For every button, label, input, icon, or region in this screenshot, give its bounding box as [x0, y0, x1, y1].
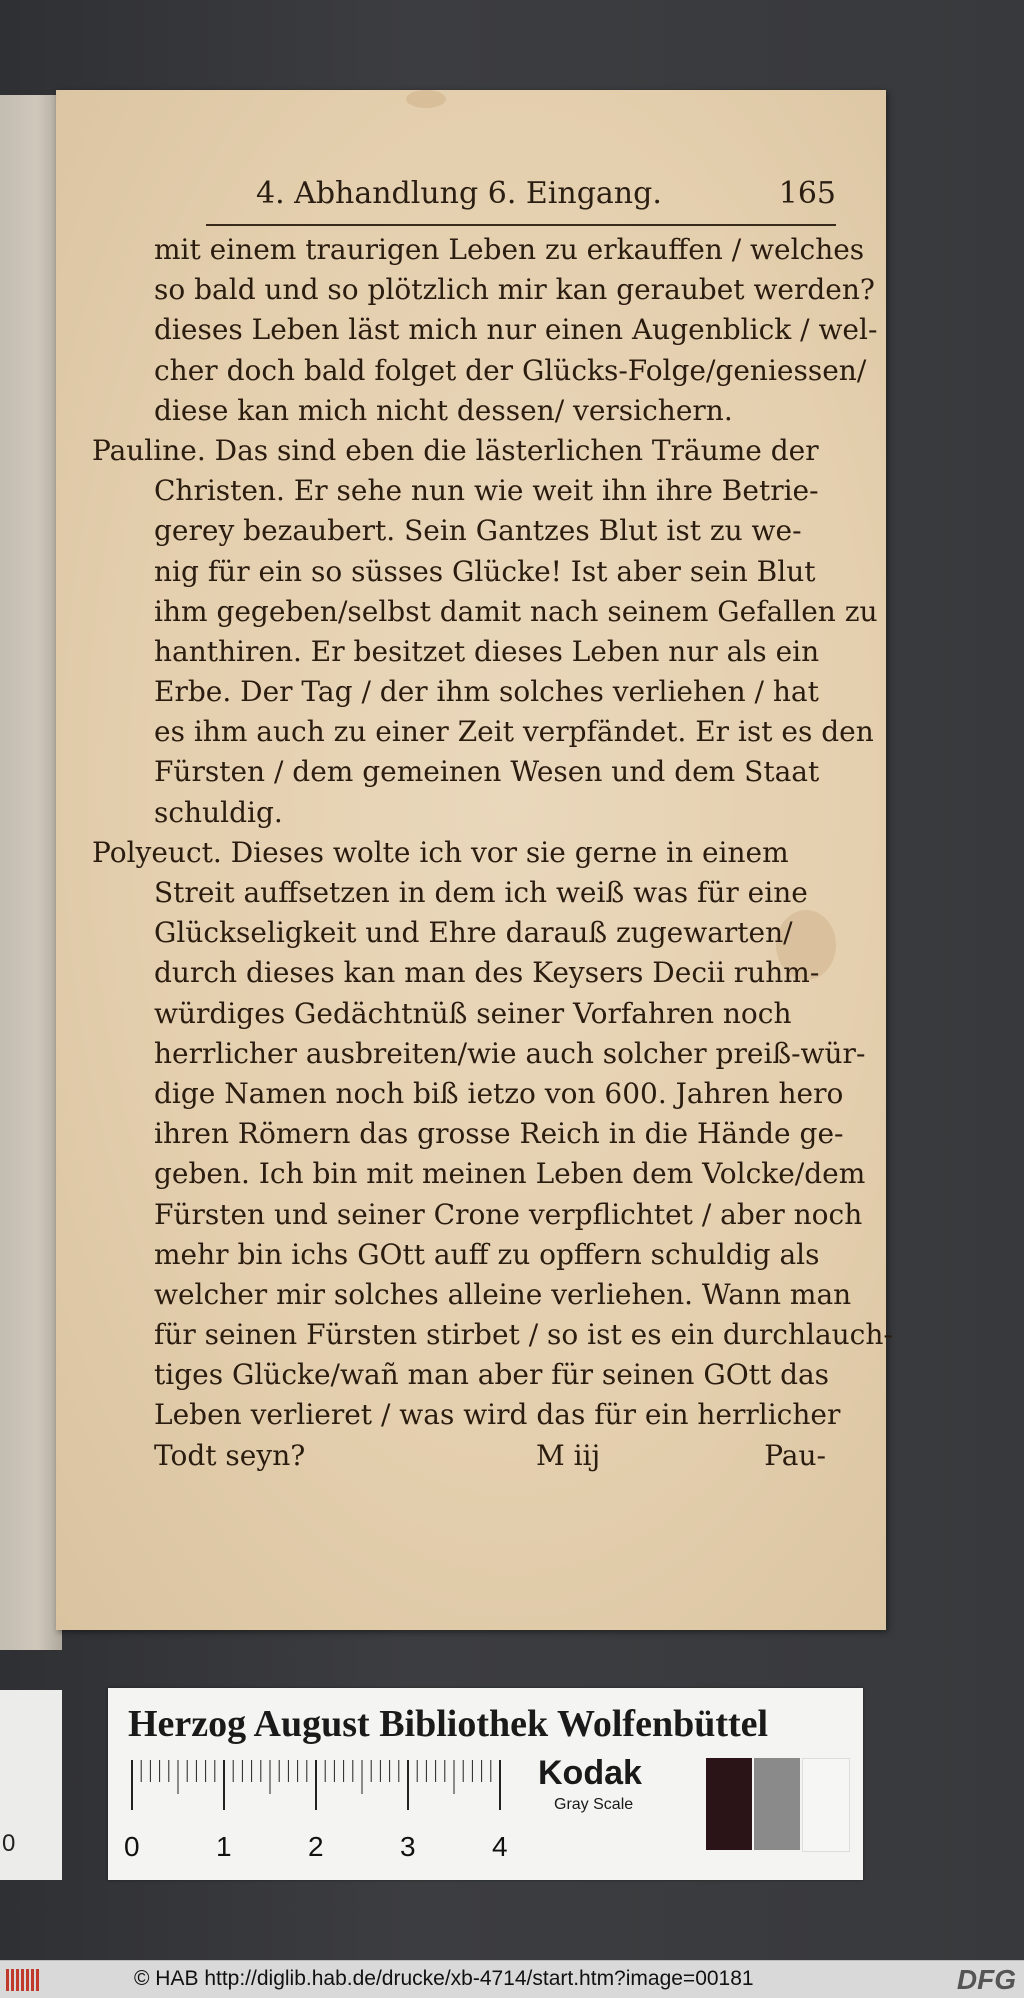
line-text: Fürsten und seiner Crone verpflichtet / aber noch	[154, 1197, 863, 1231]
text-line	[96, 1395, 856, 1435]
page-number: 165	[778, 176, 836, 211]
line-text: welcher mir solches alleine verliehen. Wann man	[154, 1277, 852, 1311]
text-line	[96, 1114, 856, 1154]
line-text: nig für ein so süsses Glücke! Ist aber sein Blut	[154, 554, 816, 588]
line-text: so bald und so plötzlich mir kan geraubet werden?	[154, 273, 875, 307]
line-text: Das sind eben die lästerlichen Träume der	[214, 433, 819, 467]
line-text: Dieses wolte ich vor sie gerne in einem	[230, 835, 789, 869]
line-text: herrlicher ausbreiten/wie auch solcher preiß-wür-	[154, 1036, 866, 1070]
line-text: dige Namen noch biß ietzo von 600. Jahren hero	[154, 1076, 844, 1110]
line-text: Christen. Er sehe nun wie weit ihn ihre Betrie-	[154, 474, 819, 508]
text-line	[96, 552, 856, 592]
text-line	[96, 672, 856, 712]
line-text: Glückseligkeit und Ehre darauß zugewarten/	[154, 916, 793, 950]
text-line	[96, 230, 865, 270]
page-text	[92, 230, 893, 1476]
line-text: geben. Ich bin mit meinen Leben dem Volcke/dem	[154, 1157, 866, 1191]
text-line	[96, 913, 856, 953]
line-text: ihren Römern das grosse Reich in die Hände ge-	[154, 1117, 844, 1151]
speaker-line	[92, 431, 856, 471]
speaker-name: Polyeuct.	[92, 835, 222, 869]
line-text: Erbe. Der Tag / der ihm solches verliehen / hat	[154, 675, 819, 709]
text-line	[96, 1154, 866, 1194]
line-text: schuldig.	[154, 795, 283, 829]
text-line	[96, 391, 856, 431]
last-line	[96, 1436, 856, 1476]
signature-mark: M iij	[536, 1438, 601, 1472]
line-text: ihm gegeben/selbst damit nach seinem Gefallen zu	[154, 594, 878, 628]
line-text: gerey bezaubert. Sein Gantzes Blut ist zu we-	[154, 514, 802, 548]
adjacent-ruler-number: 0	[2, 1830, 16, 1857]
footer-bar	[0, 1960, 1024, 1998]
line-text: würdiges Gedächtnüß seiner Vorfahren noch	[154, 996, 792, 1030]
ruler-number: 0	[124, 1831, 140, 1862]
line-text: diese kan mich nicht dessen/ versichern.	[154, 393, 733, 427]
library-name: Herzog August Bibliothek Wolfenbüttel	[128, 1703, 769, 1745]
text-line	[96, 511, 856, 551]
gray-swatch-dark	[706, 1758, 752, 1850]
previous-page-edge	[0, 95, 62, 1650]
text-line	[96, 873, 856, 913]
color-calibration-card	[108, 1688, 863, 1880]
line-text: Leben verlieret / was wird das für ein herrlicher	[154, 1398, 841, 1432]
text-line	[96, 1195, 863, 1235]
gray-swatch-mid	[754, 1758, 800, 1850]
text-line	[96, 1315, 893, 1355]
line-text: tiges Glücke/wañ man aber für seinen GOtt das	[154, 1358, 830, 1392]
ruler-number: 4	[492, 1831, 508, 1862]
line-text: hanthiren. Er besitzet dieses Leben nur als ein	[154, 634, 820, 668]
text-line	[96, 712, 874, 752]
ruler-number: 2	[308, 1831, 324, 1862]
dfg-logo: DFG	[956, 1964, 1016, 1995]
text-line	[96, 1034, 866, 1074]
kodak-logo: Kodak	[538, 1754, 642, 1792]
gray-scale-label: Gray Scale	[554, 1796, 634, 1813]
speaker-name: Pauline.	[92, 433, 206, 467]
text-line	[96, 994, 856, 1034]
paper-stain	[406, 90, 446, 108]
line-text: Todt seyn?	[154, 1438, 306, 1472]
speaker-line	[92, 833, 856, 873]
text-line	[96, 310, 878, 350]
text-line	[96, 953, 856, 993]
running-header	[206, 168, 836, 226]
text-line	[96, 752, 856, 792]
scale-ruler	[124, 1760, 510, 1870]
line-text: mehr bin ichs GOtt auff zu opffern schuldig als	[154, 1237, 820, 1271]
text-line	[96, 1235, 856, 1275]
text-line	[96, 270, 875, 310]
book-page	[56, 90, 893, 1630]
gray-swatch-light	[802, 1758, 850, 1852]
copyright-link[interactable]: © HAB http://diglib.hab.de/drucke/xb-4714/start.htm?image=00181	[134, 1967, 754, 1990]
adjacent-card-edge	[0, 1690, 62, 1880]
text-line	[96, 351, 867, 391]
line-text: dieses Leben läst mich nur einen Augenblick / wel-	[154, 313, 878, 347]
ruler-number: 1	[216, 1831, 232, 1862]
line-text: durch dieses kan man des Keysers Decii ruhm-	[154, 956, 820, 990]
hab-logo-icon	[6, 1969, 46, 1991]
line-text: für seinen Fürsten stirbet / so ist es ein durchlauch-	[154, 1318, 893, 1352]
ruler-number: 3	[400, 1831, 416, 1862]
text-line	[96, 1355, 856, 1395]
header-title: 4. Abhandlung 6. Eingang.	[256, 176, 662, 211]
catchword: Pau-	[764, 1438, 826, 1472]
text-line	[96, 632, 856, 672]
line-text: Streit auffsetzen in dem ich weiß was für eine	[154, 876, 808, 909]
line-text: es ihm auch zu einer Zeit verpfändet. Er ist es den	[154, 715, 874, 749]
line-text: Fürsten / dem gemeinen Wesen und dem Staat	[154, 755, 820, 789]
text-line	[96, 1074, 856, 1114]
line-text: cher doch bald folget der Glücks-Folge/geniessen/	[154, 353, 867, 387]
text-line	[96, 793, 856, 833]
text-line	[96, 1275, 856, 1315]
line-text: mit einem traurigen Leben zu erkauffen / welches	[154, 233, 865, 266]
text-line	[96, 471, 856, 511]
text-line	[96, 592, 878, 632]
